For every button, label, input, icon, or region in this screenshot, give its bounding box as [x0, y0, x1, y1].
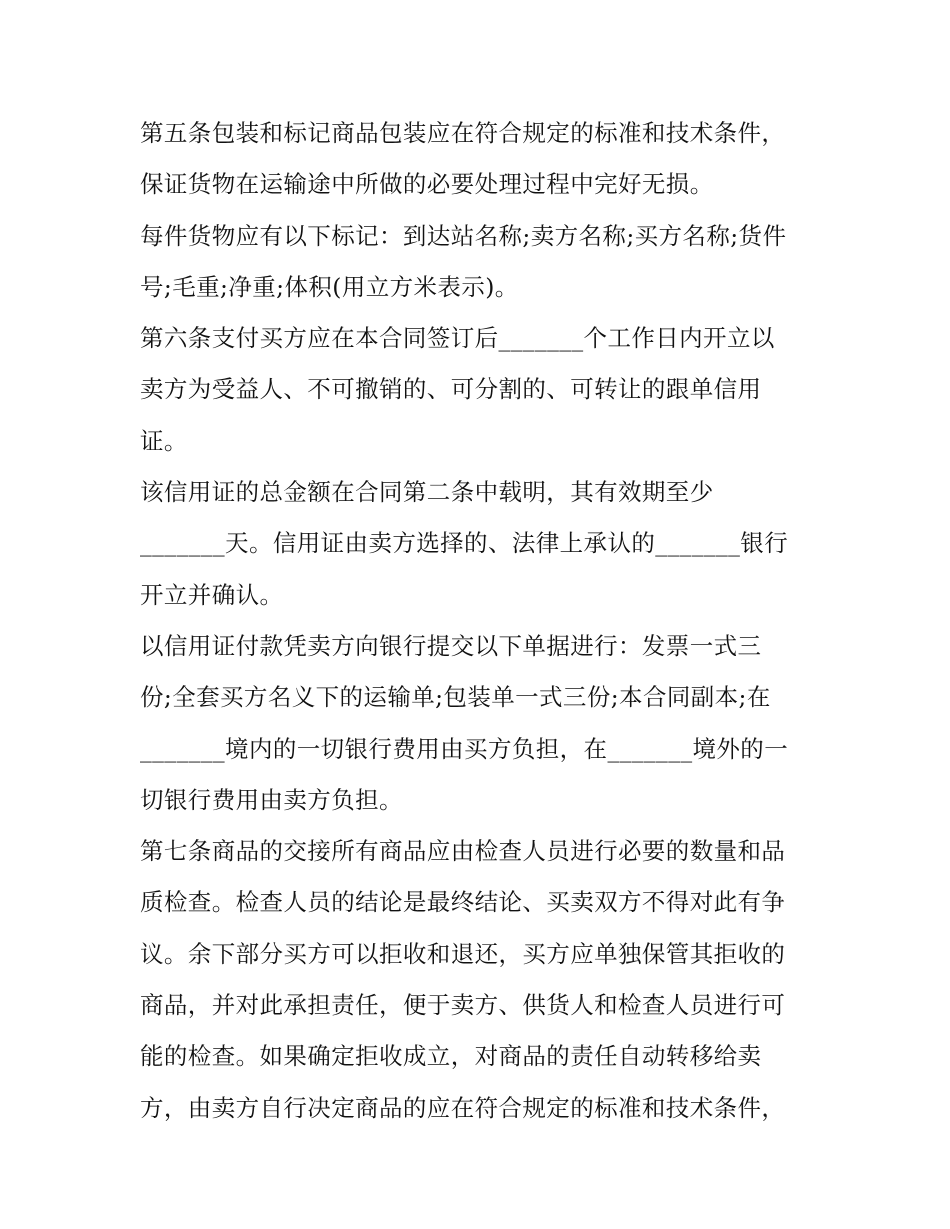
text-line: 以信用证付款凭卖方向银行提交以下单据进行：发票一式三 [140, 631, 762, 660]
document-body [140, 108, 820, 1134]
text-line: 方，由卖方自行决定商品的应在符合规定的标准和技术条件， [140, 1093, 786, 1122]
text-line: 该信用证的总金额在合同第二条中载明，其有效期至少 [140, 478, 714, 507]
text-line: 每件货物应有以下标记：到达站名称;卖方名称;买方名称;货件 [140, 221, 787, 250]
text-line: 能的检查。如果确定拒收成立，对商品的责任自动转移给卖 [140, 1042, 762, 1071]
text-line: 号;毛重;净重;体积(用立方米表示)。 [140, 272, 519, 301]
text-line: 第五条包装和标记商品包装应在符合规定的标准和技术条件， [140, 119, 786, 147]
text-line: 议。余下部分买方可以拒收和退还，买方应单独保管其拒收的 [140, 939, 786, 968]
text-line: 质检查。检查人员的结论是最终结论、买卖双方不得对此有争 [140, 888, 786, 917]
text-line: 第七条商品的交接所有商品应由检查人员进行必要的数量和品 [140, 837, 786, 866]
text-line: 开立并确认。 [140, 580, 284, 609]
text-line: 保证货物在运输途中所做的必要处理过程中完好无损。 [140, 170, 714, 199]
text-line: 切银行费用由卖方负担。 [140, 785, 403, 814]
text-line: 商品，并对此承担责任，便于卖方、供货人和检查人员进行可 [140, 991, 786, 1020]
text-line: _______天。信用证由卖方选择的、法律上承认的_______银行 [140, 529, 789, 558]
text-line: 证。 [140, 426, 188, 455]
text-line: 第六条支付买方应在本合同签订后_______个工作日内开立以 [140, 324, 775, 353]
text-line: 卖方为受益人、不可撤销的、可分割的、可转让的跟单信用 [140, 375, 762, 404]
text-line: _______境内的一切银行费用由买方负担，在_______境外的一 [140, 734, 789, 763]
text-line: 份;全套买方名义下的运输单;包装单一式三份;本合同副本;在 [140, 683, 771, 712]
